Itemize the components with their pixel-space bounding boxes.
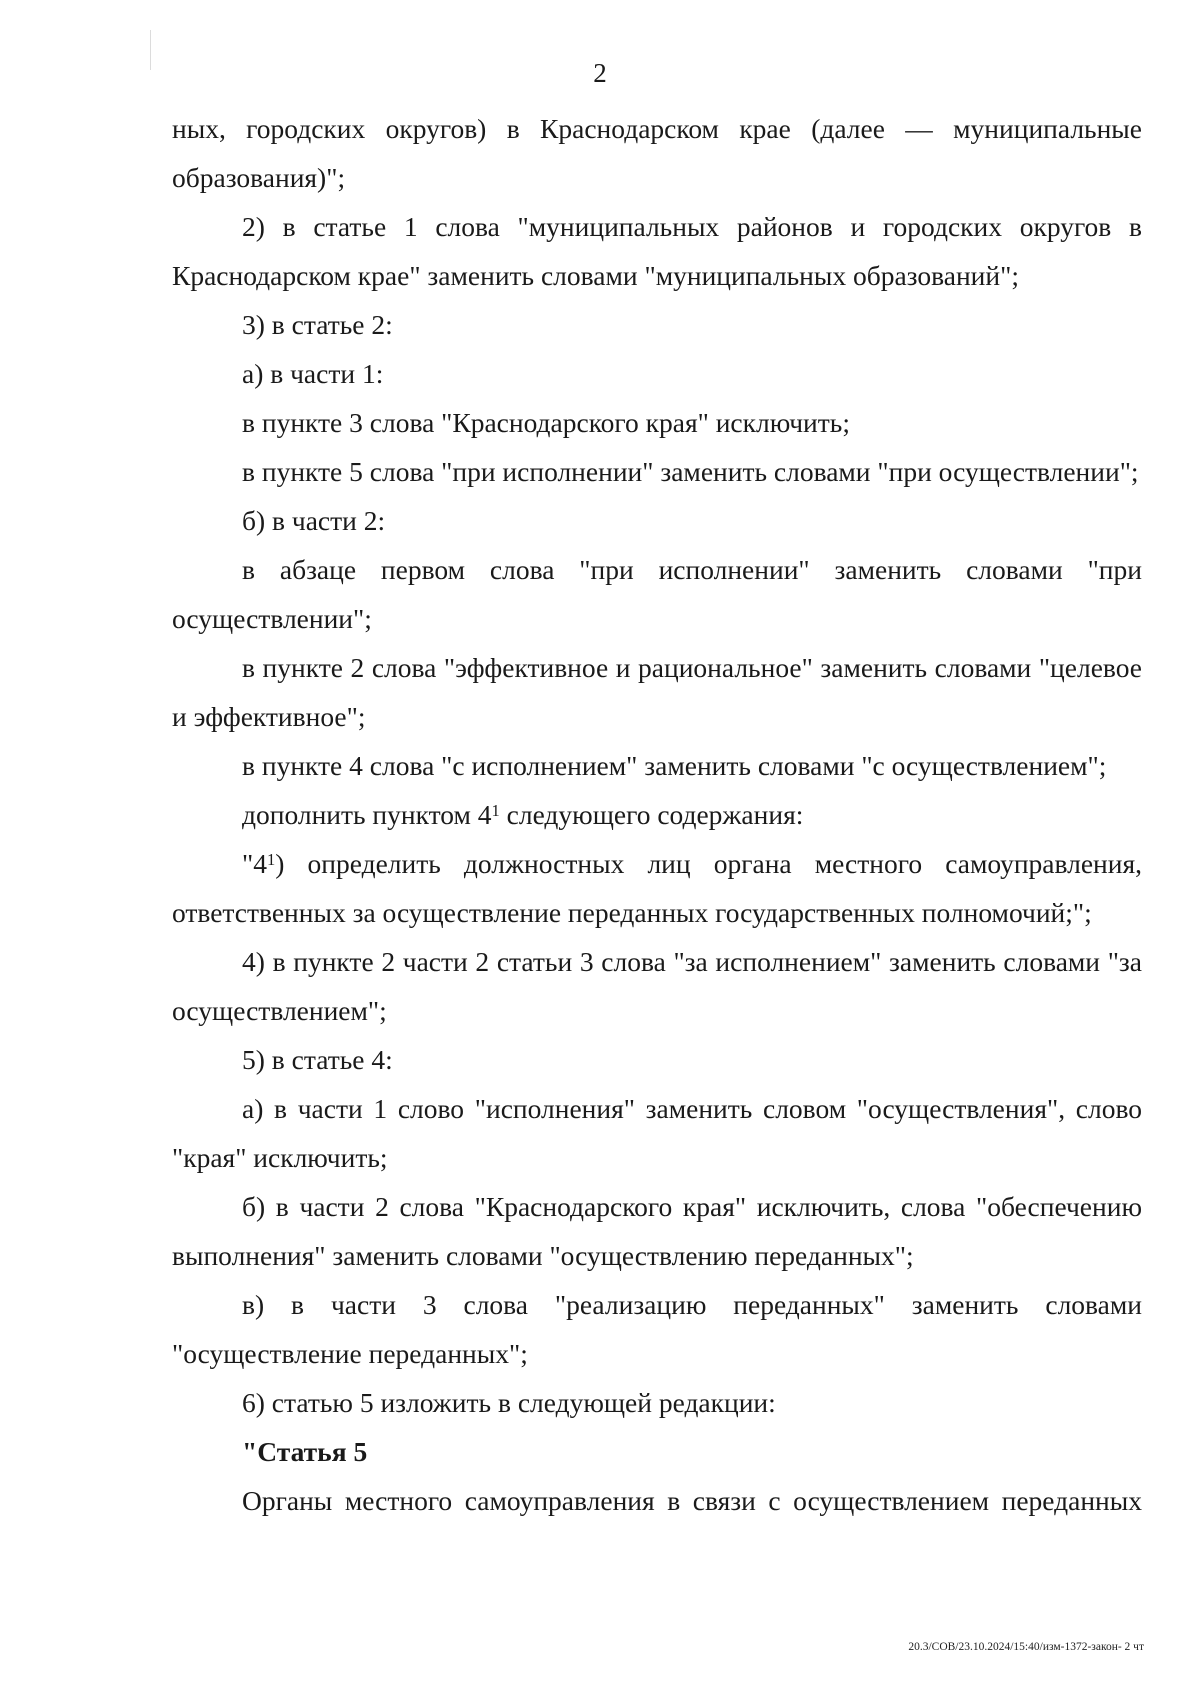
superscript-marker: 1: [491, 800, 500, 820]
paragraph-14: 5) в статье 4:: [242, 1044, 393, 1075]
paragraph-13: 4) в пункте 2 части 2 статьи 3 слова "за исполнением" заменить словами "за осуществлением";: [172, 946, 1142, 1026]
page-number: 2: [593, 58, 607, 88]
paragraph-3: 3) в статье 2:: [242, 309, 393, 340]
paragraph-6: в пункте 5 слова "при исполнении" заменить словами "при осуществлении";: [242, 456, 1139, 487]
paragraph-17: в) в части 3 слова "реализацию переданных" заменить словами "осуществление переданных";: [172, 1289, 1142, 1369]
paragraph-11: [172, 790, 1142, 839]
paragraph-12-text-before: "4: [242, 848, 267, 879]
paragraph-1: ных, городских округов) в Краснодарском крае (далее — муниципальные образования)";: [172, 113, 1142, 193]
paragraph-16: б) в части 2 слова "Краснодарского края" исключить, слова "обеспечению выполнения" заменить словами "осуществлению переданных";: [172, 1191, 1142, 1271]
paragraph-11-text-before: дополнить пунктом 4: [242, 799, 492, 830]
paragraph-9: в пункте 2 слова "эффективное и рациональное" заменить словами "целевое и эффективное";: [172, 652, 1142, 732]
paragraph-15: а) в части 1 слово "исполнения" заменить словом "осуществления", слово "края" исключить;: [172, 1093, 1142, 1173]
paragraph-12-text-after: ) определить должностных лиц органа местного самоуправления, ответственных за осуществление переданных государственных полномочий;";: [172, 848, 1142, 928]
paragraph-20: Органы местного самоуправления в связи с осуществлением переданных: [242, 1485, 1142, 1516]
paragraph-7: б) в части 2:: [242, 505, 386, 536]
paragraph-4: а) в части 1:: [242, 358, 384, 389]
footer-document-code: 20.3/СОВ/23.10.2024/15:40/изм-1372-закон- 2 чт: [908, 1641, 1144, 1653]
paragraph-2: 2) в статье 1 слова "муниципальных районов и городских округов в Краснодарском крае" заменить словами "муниципальных образований";: [172, 211, 1142, 291]
article-heading: "Статья 5: [242, 1436, 368, 1467]
superscript-marker: 1: [266, 849, 276, 869]
document-body: [172, 104, 1142, 1525]
paragraph-18: 6) статью 5 изложить в следующей редакции:: [242, 1387, 776, 1418]
paragraph-12: [172, 839, 1142, 937]
paragraph-5: в пункте 3 слова "Краснодарского края" исключить;: [242, 407, 850, 438]
paragraph-11-text-after: следующего содержания:: [499, 799, 804, 830]
paragraph-10: в пункте 4 слова "с исполнением" заменить словами "с осуществлением";: [242, 750, 1107, 781]
paragraph-8: в абзаце первом слова "при исполнении" заменить словами "при осуществлении";: [172, 554, 1142, 634]
